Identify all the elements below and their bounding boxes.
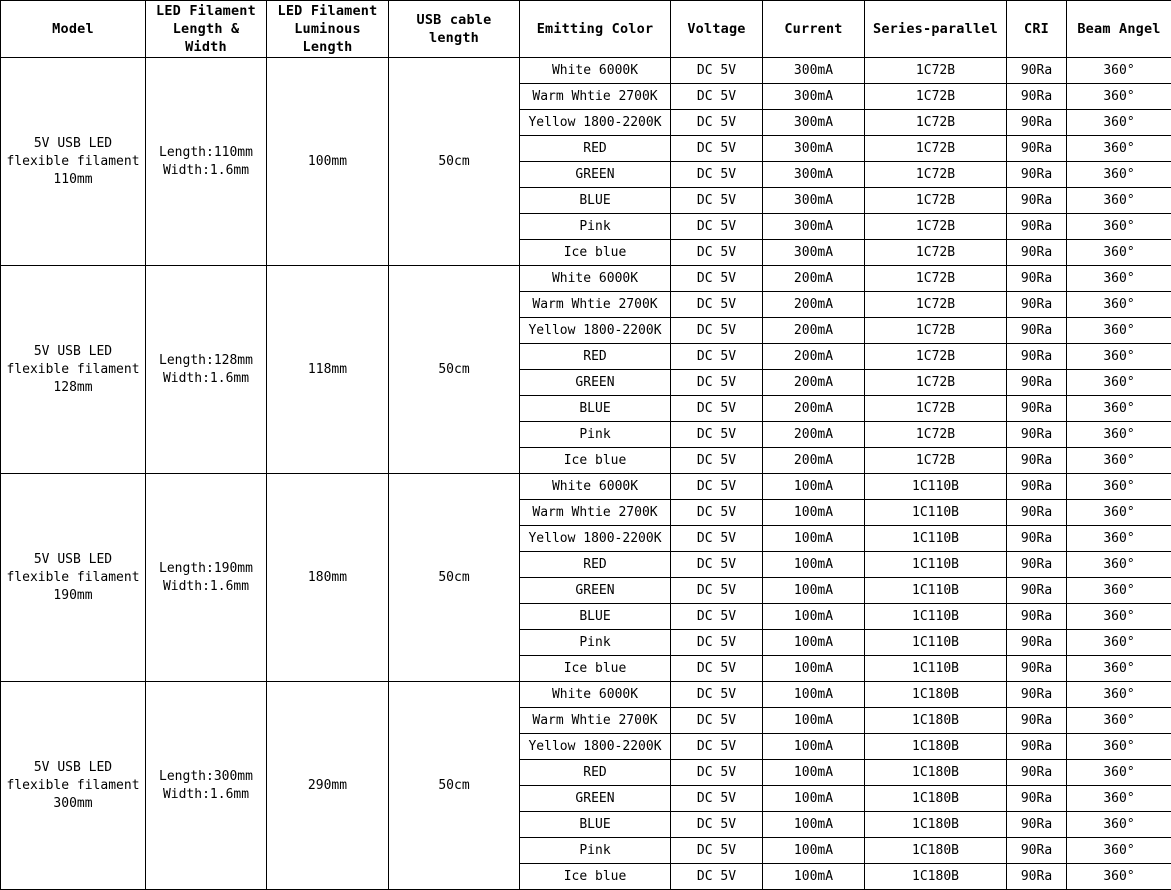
- series-parallel-cell: 1C110B: [865, 604, 1007, 630]
- series-parallel-cell: 1C180B: [865, 708, 1007, 734]
- series-parallel-cell: 1C110B: [865, 474, 1007, 500]
- model-line: 300mm: [53, 795, 93, 811]
- series-parallel-cell: 1C72B: [865, 266, 1007, 292]
- current-cell: 100mA: [763, 682, 865, 708]
- emitting-color-cell: Ice blue: [520, 656, 671, 682]
- model-line: 5V USB LED: [33, 759, 113, 775]
- series-parallel-cell: 1C180B: [865, 812, 1007, 838]
- cri-cell: 90Ra: [1007, 630, 1067, 656]
- beam-angle-cell: 360°: [1067, 578, 1171, 604]
- emitting-color-cell: Warm Whtie 2700K: [520, 292, 671, 318]
- cri-cell: 90Ra: [1007, 136, 1067, 162]
- header-cri: CRI: [1007, 1, 1067, 58]
- usb-cable-length-cell: 50cm: [389, 266, 520, 474]
- current-cell: 200mA: [763, 370, 865, 396]
- header-current: Current: [763, 1, 865, 58]
- voltage-cell: DC 5V: [671, 526, 763, 552]
- beam-angle-cell: 360°: [1067, 526, 1171, 552]
- beam-angle-cell: 360°: [1067, 812, 1171, 838]
- voltage-cell: DC 5V: [671, 682, 763, 708]
- emitting-color-cell: BLUE: [520, 604, 671, 630]
- series-parallel-cell: 1C72B: [865, 448, 1007, 474]
- series-parallel-cell: 1C72B: [865, 162, 1007, 188]
- model-cell: [1, 266, 146, 474]
- emitting-color-cell: Yellow 1800-2200K: [520, 110, 671, 136]
- cri-cell: 90Ra: [1007, 838, 1067, 864]
- series-parallel-cell: 1C72B: [865, 344, 1007, 370]
- current-cell: 100mA: [763, 708, 865, 734]
- cri-cell: 90Ra: [1007, 240, 1067, 266]
- emitting-color-cell: RED: [520, 136, 671, 162]
- current-cell: 300mA: [763, 162, 865, 188]
- current-cell: 300mA: [763, 58, 865, 84]
- beam-angle-cell: 360°: [1067, 682, 1171, 708]
- beam-angle-cell: 360°: [1067, 734, 1171, 760]
- voltage-cell: DC 5V: [671, 448, 763, 474]
- table-row: [1, 682, 1171, 708]
- current-cell: 200mA: [763, 292, 865, 318]
- model-line: flexible filament: [6, 777, 140, 793]
- header-luminous-length: LED Filament Luminous Length: [267, 1, 389, 58]
- series-parallel-cell: 1C180B: [865, 786, 1007, 812]
- current-cell: 300mA: [763, 188, 865, 214]
- beam-angle-cell: 360°: [1067, 396, 1171, 422]
- emitting-color-cell: Ice blue: [520, 240, 671, 266]
- series-parallel-cell: 1C110B: [865, 500, 1007, 526]
- voltage-cell: DC 5V: [671, 500, 763, 526]
- beam-angle-cell: 360°: [1067, 318, 1171, 344]
- model-cell: [1, 682, 146, 890]
- beam-angle-cell: 360°: [1067, 448, 1171, 474]
- beam-angle-cell: 360°: [1067, 422, 1171, 448]
- voltage-cell: DC 5V: [671, 84, 763, 110]
- voltage-cell: DC 5V: [671, 136, 763, 162]
- emitting-color-cell: Ice blue: [520, 864, 671, 890]
- length-width-line: Width:1.6mm: [162, 786, 250, 802]
- current-cell: 100mA: [763, 578, 865, 604]
- voltage-cell: DC 5V: [671, 110, 763, 136]
- cri-cell: 90Ra: [1007, 526, 1067, 552]
- series-parallel-cell: 1C72B: [865, 214, 1007, 240]
- luminous-length-cell: 180mm: [267, 474, 389, 682]
- model-line: flexible filament: [6, 361, 140, 377]
- emitting-color-cell: Pink: [520, 838, 671, 864]
- header-model: Model: [1, 1, 146, 58]
- cri-cell: 90Ra: [1007, 656, 1067, 682]
- cri-cell: 90Ra: [1007, 58, 1067, 84]
- voltage-cell: DC 5V: [671, 552, 763, 578]
- voltage-cell: DC 5V: [671, 318, 763, 344]
- current-cell: 100mA: [763, 786, 865, 812]
- header-row: [1, 1, 1171, 58]
- emitting-color-cell: GREEN: [520, 786, 671, 812]
- emitting-color-cell: Ice blue: [520, 448, 671, 474]
- series-parallel-cell: 1C180B: [865, 864, 1007, 890]
- cri-cell: 90Ra: [1007, 604, 1067, 630]
- header-usb-cable-length: USB cable length: [389, 1, 520, 58]
- series-parallel-cell: 1C110B: [865, 630, 1007, 656]
- series-parallel-cell: 1C72B: [865, 396, 1007, 422]
- cri-cell: 90Ra: [1007, 734, 1067, 760]
- emitting-color-cell: Warm Whtie 2700K: [520, 84, 671, 110]
- current-cell: 100mA: [763, 604, 865, 630]
- voltage-cell: DC 5V: [671, 604, 763, 630]
- emitting-color-cell: White 6000K: [520, 266, 671, 292]
- series-parallel-cell: 1C110B: [865, 526, 1007, 552]
- model-line: 5V USB LED: [33, 135, 113, 151]
- voltage-cell: DC 5V: [671, 656, 763, 682]
- current-cell: 100mA: [763, 656, 865, 682]
- voltage-cell: DC 5V: [671, 162, 763, 188]
- model-line: 110mm: [53, 171, 93, 187]
- current-cell: 100mA: [763, 812, 865, 838]
- model-line: 128mm: [53, 379, 93, 395]
- length-width-cell: [146, 266, 267, 474]
- beam-angle-cell: 360°: [1067, 188, 1171, 214]
- table-row: [1, 474, 1171, 500]
- cri-cell: 90Ra: [1007, 760, 1067, 786]
- cri-cell: 90Ra: [1007, 188, 1067, 214]
- current-cell: 300mA: [763, 240, 865, 266]
- emitting-color-cell: RED: [520, 344, 671, 370]
- emitting-color-cell: Yellow 1800-2200K: [520, 734, 671, 760]
- beam-angle-cell: 360°: [1067, 136, 1171, 162]
- model-line: 190mm: [53, 587, 93, 603]
- series-parallel-cell: 1C180B: [865, 838, 1007, 864]
- cri-cell: 90Ra: [1007, 266, 1067, 292]
- emitting-color-cell: GREEN: [520, 370, 671, 396]
- cri-cell: 90Ra: [1007, 448, 1067, 474]
- length-width-line: Width:1.6mm: [162, 578, 250, 594]
- cri-cell: 90Ra: [1007, 292, 1067, 318]
- luminous-length-cell: 290mm: [267, 682, 389, 890]
- beam-angle-cell: 360°: [1067, 630, 1171, 656]
- length-width-line: Width:1.6mm: [162, 162, 250, 178]
- model-line: 5V USB LED: [33, 343, 113, 359]
- beam-angle-cell: 360°: [1067, 214, 1171, 240]
- current-cell: 200mA: [763, 396, 865, 422]
- model-cell: [1, 474, 146, 682]
- cri-cell: 90Ra: [1007, 344, 1067, 370]
- length-width-cell: [146, 474, 267, 682]
- cri-cell: 90Ra: [1007, 422, 1067, 448]
- emitting-color-cell: White 6000K: [520, 682, 671, 708]
- beam-angle-cell: 360°: [1067, 474, 1171, 500]
- cri-cell: 90Ra: [1007, 214, 1067, 240]
- current-cell: 100mA: [763, 734, 865, 760]
- voltage-cell: DC 5V: [671, 240, 763, 266]
- current-cell: 100mA: [763, 838, 865, 864]
- length-width-line: Length:300mm: [159, 768, 253, 784]
- spec-table-body: [1, 58, 1171, 890]
- header-beam-angle: Beam Angel: [1067, 1, 1171, 58]
- cri-cell: 90Ra: [1007, 578, 1067, 604]
- emitting-color-cell: Yellow 1800-2200K: [520, 318, 671, 344]
- voltage-cell: DC 5V: [671, 786, 763, 812]
- current-cell: 200mA: [763, 266, 865, 292]
- beam-angle-cell: 360°: [1067, 240, 1171, 266]
- current-cell: 300mA: [763, 110, 865, 136]
- beam-angle-cell: 360°: [1067, 708, 1171, 734]
- emitting-color-cell: RED: [520, 552, 671, 578]
- beam-angle-cell: 360°: [1067, 58, 1171, 84]
- usb-cable-length-cell: 50cm: [389, 58, 520, 266]
- emitting-color-cell: White 6000K: [520, 58, 671, 84]
- beam-angle-cell: 360°: [1067, 864, 1171, 890]
- current-cell: 100mA: [763, 500, 865, 526]
- emitting-color-cell: Pink: [520, 630, 671, 656]
- voltage-cell: DC 5V: [671, 734, 763, 760]
- voltage-cell: DC 5V: [671, 292, 763, 318]
- header-voltage: Voltage: [671, 1, 763, 58]
- cri-cell: 90Ra: [1007, 318, 1067, 344]
- cri-cell: 90Ra: [1007, 552, 1067, 578]
- voltage-cell: DC 5V: [671, 214, 763, 240]
- emitting-color-cell: GREEN: [520, 578, 671, 604]
- current-cell: 200mA: [763, 448, 865, 474]
- current-cell: 100mA: [763, 526, 865, 552]
- length-width-cell: [146, 58, 267, 266]
- cri-cell: 90Ra: [1007, 162, 1067, 188]
- series-parallel-cell: 1C72B: [865, 84, 1007, 110]
- series-parallel-cell: 1C180B: [865, 760, 1007, 786]
- beam-angle-cell: 360°: [1067, 370, 1171, 396]
- emitting-color-cell: Pink: [520, 214, 671, 240]
- beam-angle-cell: 360°: [1067, 604, 1171, 630]
- voltage-cell: DC 5V: [671, 838, 763, 864]
- beam-angle-cell: 360°: [1067, 786, 1171, 812]
- series-parallel-cell: 1C72B: [865, 58, 1007, 84]
- emitting-color-cell: BLUE: [520, 812, 671, 838]
- current-cell: 100mA: [763, 552, 865, 578]
- emitting-color-cell: Pink: [520, 422, 671, 448]
- voltage-cell: DC 5V: [671, 422, 763, 448]
- cri-cell: 90Ra: [1007, 110, 1067, 136]
- luminous-length-cell: 100mm: [267, 58, 389, 266]
- cri-cell: 90Ra: [1007, 84, 1067, 110]
- current-cell: 100mA: [763, 630, 865, 656]
- current-cell: 200mA: [763, 318, 865, 344]
- model-line: flexible filament: [6, 153, 140, 169]
- header-emitting-color: Emitting Color: [520, 1, 671, 58]
- beam-angle-cell: 360°: [1067, 552, 1171, 578]
- beam-angle-cell: 360°: [1067, 500, 1171, 526]
- luminous-length-cell: 118mm: [267, 266, 389, 474]
- current-cell: 100mA: [763, 864, 865, 890]
- voltage-cell: DC 5V: [671, 370, 763, 396]
- beam-angle-cell: 360°: [1067, 656, 1171, 682]
- current-cell: 300mA: [763, 214, 865, 240]
- series-parallel-cell: 1C180B: [865, 734, 1007, 760]
- emitting-color-cell: Warm Whtie 2700K: [520, 708, 671, 734]
- length-width-line: Length:110mm: [159, 144, 253, 160]
- length-width-cell: [146, 682, 267, 890]
- current-cell: 300mA: [763, 84, 865, 110]
- series-parallel-cell: 1C72B: [865, 370, 1007, 396]
- header-length-width: LED Filament Length & Width: [146, 1, 267, 58]
- length-width-line: Width:1.6mm: [162, 370, 250, 386]
- emitting-color-cell: BLUE: [520, 188, 671, 214]
- series-parallel-cell: 1C110B: [865, 656, 1007, 682]
- voltage-cell: DC 5V: [671, 58, 763, 84]
- usb-cable-length-cell: 50cm: [389, 682, 520, 890]
- beam-angle-cell: 360°: [1067, 838, 1171, 864]
- length-width-line: Length:190mm: [159, 560, 253, 576]
- voltage-cell: DC 5V: [671, 396, 763, 422]
- series-parallel-cell: 1C72B: [865, 110, 1007, 136]
- voltage-cell: DC 5V: [671, 812, 763, 838]
- voltage-cell: DC 5V: [671, 344, 763, 370]
- current-cell: 200mA: [763, 422, 865, 448]
- cri-cell: 90Ra: [1007, 812, 1067, 838]
- model-line: 5V USB LED: [33, 551, 113, 567]
- cri-cell: 90Ra: [1007, 708, 1067, 734]
- current-cell: 100mA: [763, 474, 865, 500]
- emitting-color-cell: Warm Whtie 2700K: [520, 500, 671, 526]
- beam-angle-cell: 360°: [1067, 84, 1171, 110]
- cri-cell: 90Ra: [1007, 370, 1067, 396]
- voltage-cell: DC 5V: [671, 864, 763, 890]
- usb-cable-length-cell: 50cm: [389, 474, 520, 682]
- series-parallel-cell: 1C72B: [865, 240, 1007, 266]
- series-parallel-cell: 1C72B: [865, 318, 1007, 344]
- model-cell: [1, 58, 146, 266]
- series-parallel-cell: 1C72B: [865, 188, 1007, 214]
- current-cell: 300mA: [763, 136, 865, 162]
- current-cell: 100mA: [763, 760, 865, 786]
- voltage-cell: DC 5V: [671, 188, 763, 214]
- series-parallel-cell: 1C180B: [865, 682, 1007, 708]
- beam-angle-cell: 360°: [1067, 344, 1171, 370]
- model-line: flexible filament: [6, 569, 140, 585]
- series-parallel-cell: 1C110B: [865, 552, 1007, 578]
- table-row: [1, 58, 1171, 84]
- emitting-color-cell: BLUE: [520, 396, 671, 422]
- voltage-cell: DC 5V: [671, 708, 763, 734]
- beam-angle-cell: 360°: [1067, 162, 1171, 188]
- voltage-cell: DC 5V: [671, 474, 763, 500]
- voltage-cell: DC 5V: [671, 578, 763, 604]
- cri-cell: 90Ra: [1007, 864, 1067, 890]
- emitting-color-cell: White 6000K: [520, 474, 671, 500]
- voltage-cell: DC 5V: [671, 630, 763, 656]
- voltage-cell: DC 5V: [671, 266, 763, 292]
- beam-angle-cell: 360°: [1067, 292, 1171, 318]
- table-row: [1, 266, 1171, 292]
- voltage-cell: DC 5V: [671, 760, 763, 786]
- emitting-color-cell: RED: [520, 760, 671, 786]
- series-parallel-cell: 1C72B: [865, 292, 1007, 318]
- current-cell: 200mA: [763, 344, 865, 370]
- series-parallel-cell: 1C72B: [865, 136, 1007, 162]
- beam-angle-cell: 360°: [1067, 266, 1171, 292]
- series-parallel-cell: 1C72B: [865, 422, 1007, 448]
- cri-cell: 90Ra: [1007, 682, 1067, 708]
- length-width-line: Length:128mm: [159, 352, 253, 368]
- cri-cell: 90Ra: [1007, 396, 1067, 422]
- beam-angle-cell: 360°: [1067, 110, 1171, 136]
- cri-cell: 90Ra: [1007, 786, 1067, 812]
- emitting-color-cell: GREEN: [520, 162, 671, 188]
- series-parallel-cell: 1C110B: [865, 578, 1007, 604]
- cri-cell: 90Ra: [1007, 474, 1067, 500]
- emitting-color-cell: Yellow 1800-2200K: [520, 526, 671, 552]
- cri-cell: 90Ra: [1007, 500, 1067, 526]
- header-series-parallel: Series-parallel: [865, 1, 1007, 58]
- beam-angle-cell: 360°: [1067, 760, 1171, 786]
